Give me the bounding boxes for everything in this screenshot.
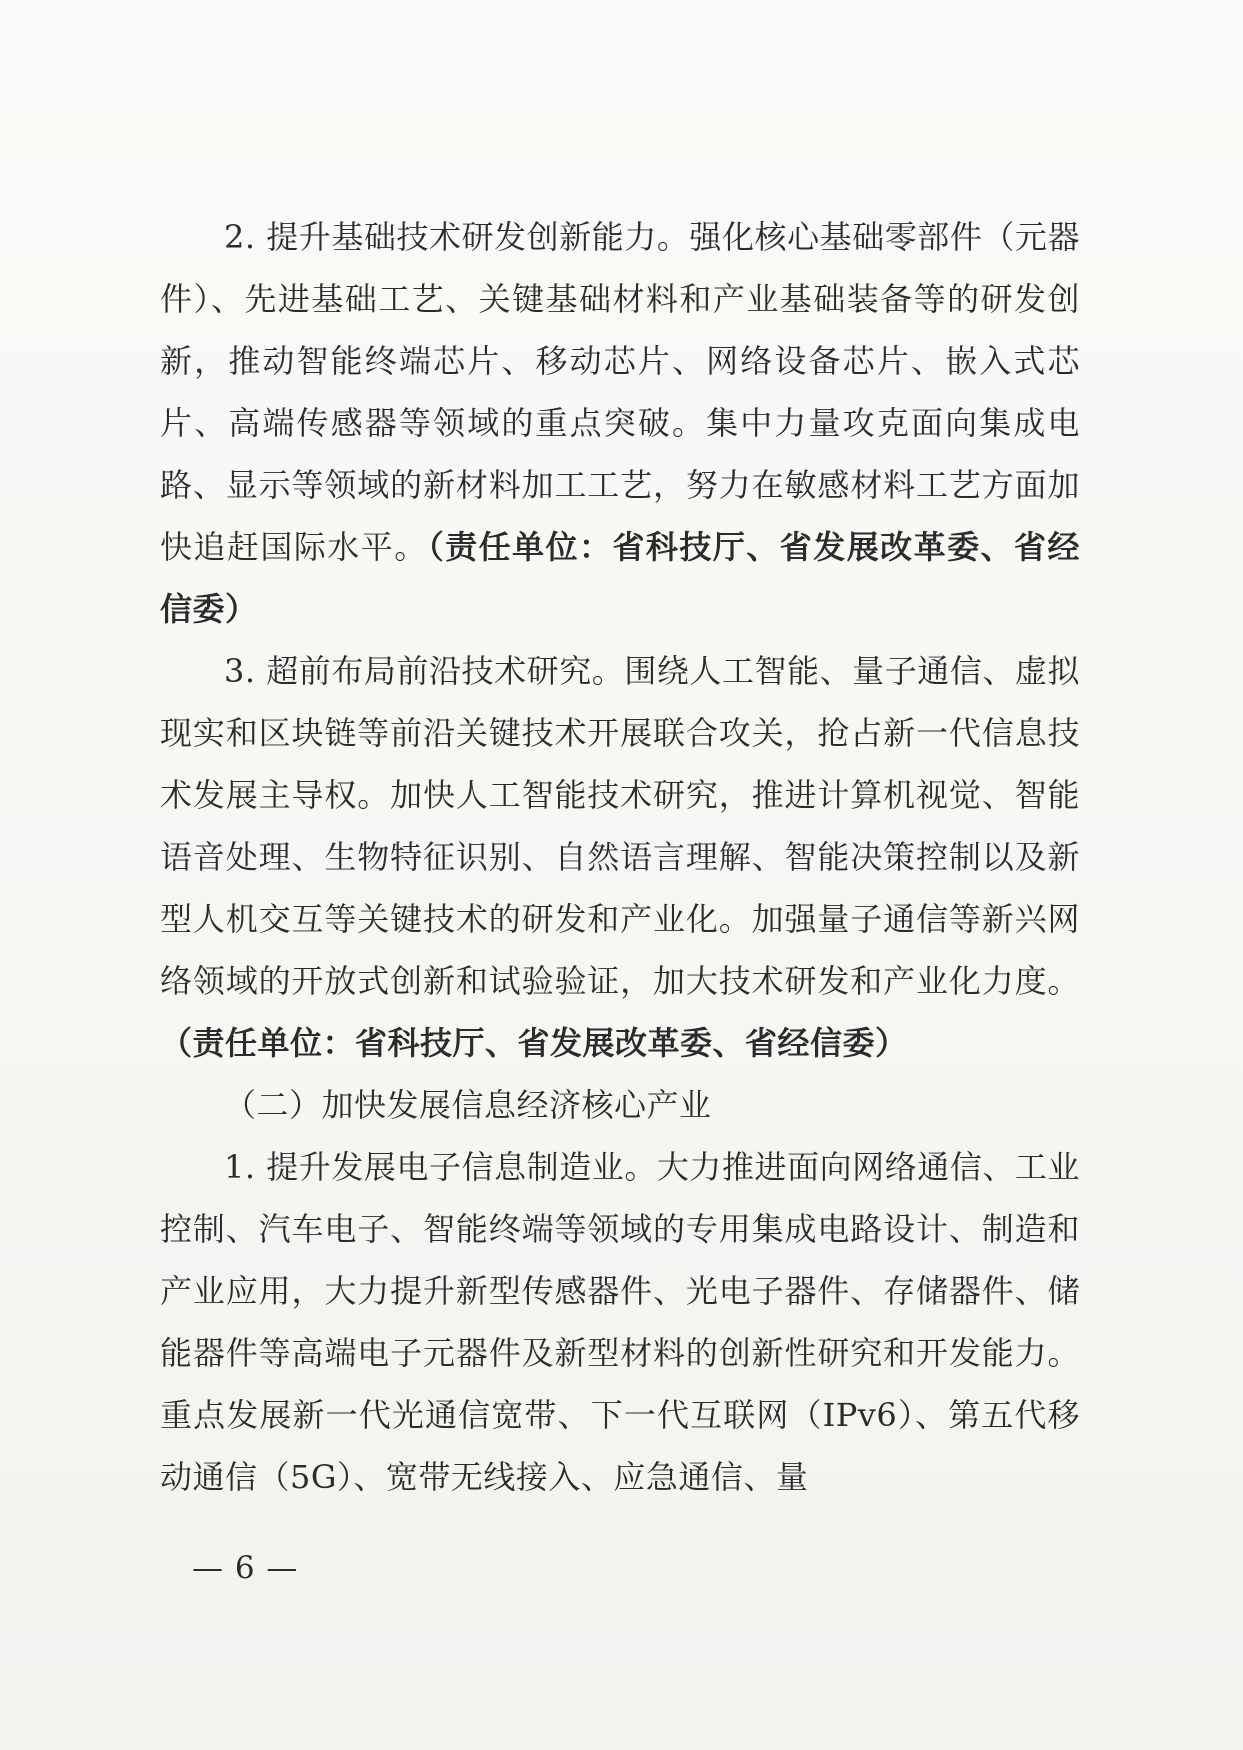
section-heading-text: （二）加快发展信息经济核心产业 [224, 1086, 712, 1124]
paragraph-text: 1. 提升发展电子信息制造业。大力推进面向网络通信、工业控制、汽车电子、智能终端等领域的专用集成电路设计、制造和产业应用，大力提升新型传感器件、光电子器件、存储器件、储能器件等高端电子元器件及新型材料的创新性研究和开发能力。重点发展新一代光通信宽带、下一代互联网（IPv6）、第五代移动通信（5G）、宽带无线接入、应急通信、量 [160, 1148, 1080, 1496]
document-body [160, 206, 1080, 1508]
paragraph-electronic-manufacturing [160, 1136, 1080, 1508]
paragraph-text: 3. 超前布局前沿技术研究。围绕人工智能、量子通信、虚拟现实和区块链等前沿关键技术开展联合攻关，抢占新一代信息技术发展主导权。加快人工智能技术研究，推进计算机视觉、智能语音处理、生物特征识别、自然语言理解、智能决策控制以及新型人机交互等关键技术的研发和产业化。加强量子通信等新兴网络领域的开放式创新和试验验证，加大技术研发和产业化力度。 [160, 652, 1080, 1000]
paragraph-text: 2. 提升基础技术研发创新能力。强化核心基础零部件（元器件）、先进基础工艺、关键基础材料和产业基础装备等的研发创新，推动智能终端芯片、移动芯片、网络设备芯片、嵌入式芯片、高端传感器等领域的重点突破。集中力量攻克面向集成电路、显示等领域的新材料加工工艺，努力在敏感材料工艺方面加快追赶国际水平。 [160, 218, 1080, 566]
paragraph-frontier-tech-research [160, 640, 1080, 1074]
section-heading-core-industry [160, 1074, 1080, 1136]
responsibility-note: （责任单位：省科技厅、省发展改革委、省经信委） [160, 1024, 908, 1062]
page-number: — 6 — [192, 1550, 299, 1586]
paragraph-basic-tech-rd [160, 206, 1080, 640]
responsibility-note: （责任单位：省科技厅、省发展改革委、省经信委） [160, 528, 1080, 628]
